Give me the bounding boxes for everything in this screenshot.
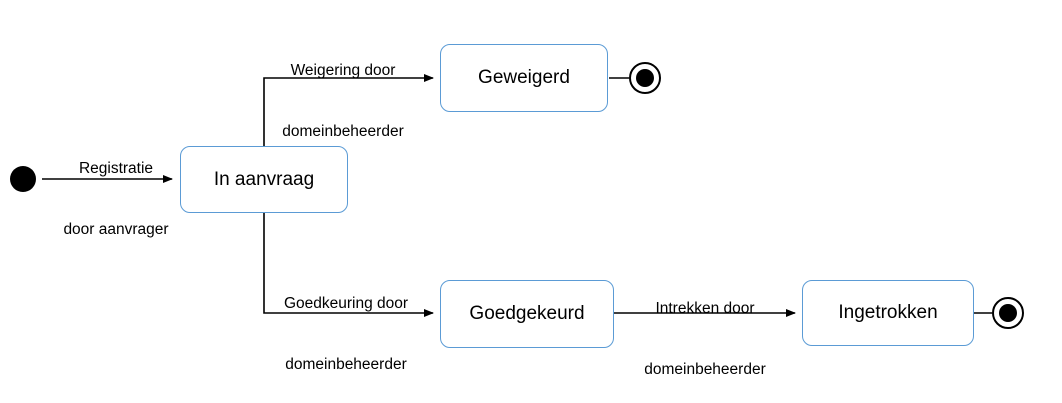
edge-label-registratie-line2: door aanvrager [63,221,169,239]
state-label-in-aanvraag: In aanvraag [213,168,315,190]
edge-label-weigering-line2: domeinbeheerder [282,123,404,141]
state-label-goedgekeurd: Goedgekeurd [469,303,585,324]
edge-label-intrekken-line2: domeinbeheerder [644,361,766,379]
edge-label-weigering [264,20,422,184]
edge-label-weigering-line1: Weigering door [290,61,396,79]
initial-state-node [10,166,36,192]
state-node-ingetrokken[interactable] [802,280,974,346]
edge-label-registratie [36,118,196,282]
state-label-ingetrokken: Ingetrokken [838,302,938,323]
edge-label-intrekken [626,258,784,403]
edge-label-registratie-line1: Registratie [78,159,154,177]
edge-label-goedkeuring-line2: domeinbeheerder [285,356,407,374]
edge-label-goedkeuring-line1: Goedkeuring door [283,294,409,312]
final-state-node-ingetrokken [992,297,1024,329]
edge-label-intrekken-line1: Intrekken door [655,299,755,317]
state-node-geweigerd[interactable] [440,44,608,112]
final-state-node-geweigerd [629,62,661,94]
state-node-goedgekeurd[interactable] [440,280,614,348]
edge-label-goedkeuring [264,253,428,403]
state-label-geweigerd: Geweigerd [478,67,570,88]
